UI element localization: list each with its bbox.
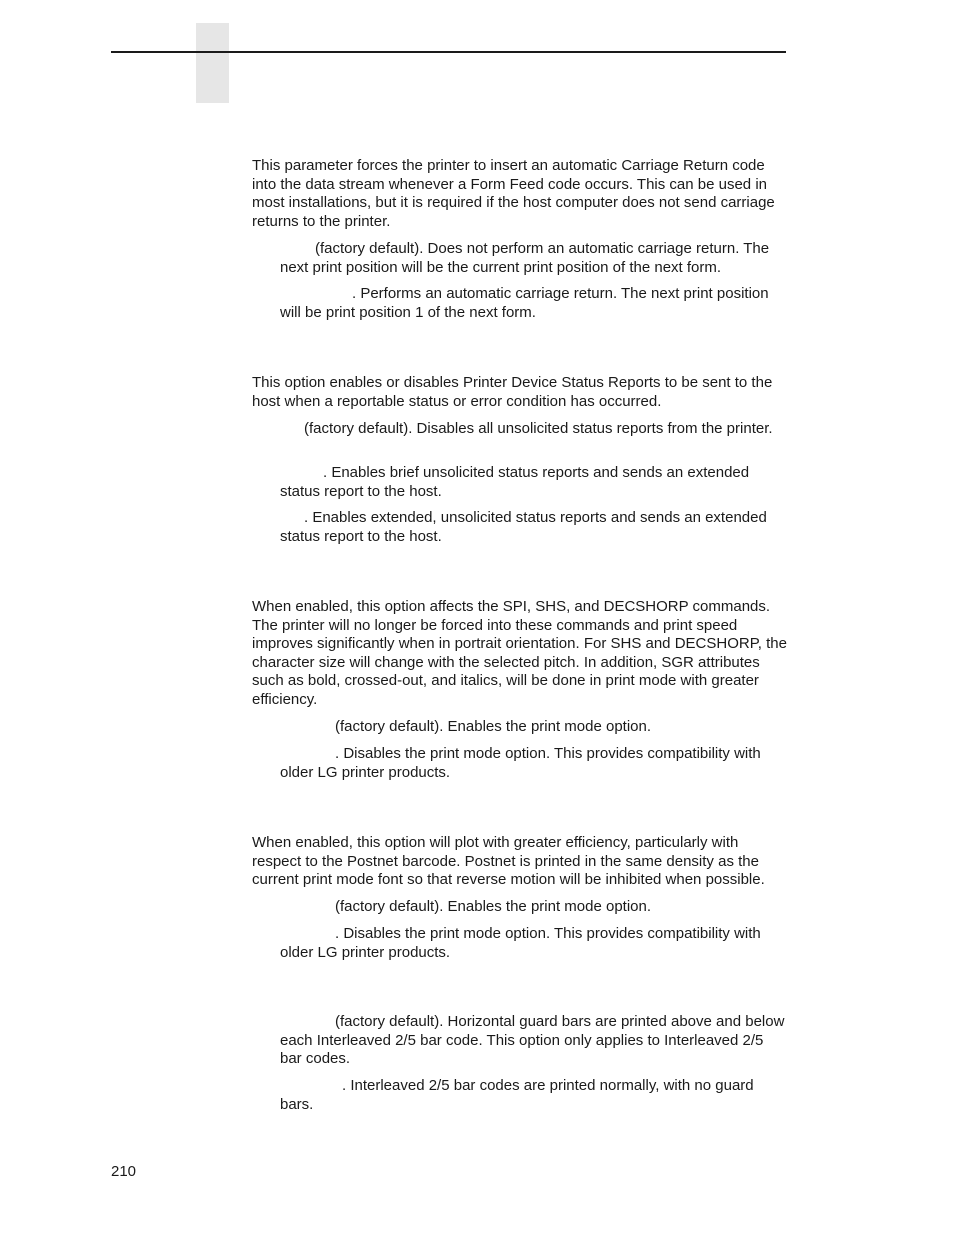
guard-bars-option-disable: . Interleaved 2/5 bar codes are printed normally, with no guard bars. <box>280 1077 754 1113</box>
status-reports-description: This option enables or disables Printer Device Status Reports to be sent to the host when a reportable status or error condition has occurred. <box>252 374 773 410</box>
print-mode-option-enable: (factory default). Enables the print mode option. <box>335 718 652 735</box>
print-mode-description: When enabled, this option affects the SPI, SHS, and DECSHORP commands. The printer will no longer be forced into these commands and print speed improves significantly when in portrait orientation. For SHS and DECSHORP, the character size will change with the selected pitch. In addition, SGR attributes such as bold, crossed-out, and italics, will be done in print mode with greater efficiency. <box>252 598 787 708</box>
page-number: 210 <box>111 1163 137 1180</box>
guard-bars-option-enable: (factory default). Horizontal guard bars are printed above and below each Interleaved 2/5 bar code. This option only applies to Interleaved 2/5 bar codes. <box>280 1013 785 1068</box>
status-reports-option-disable: (factory default). Disables all unsolicited status reports from the printer. <box>304 420 773 437</box>
plot-efficiency-option-disable: . Disables the print mode option. This provides compatibility with older LG printer products. <box>280 925 761 961</box>
header-rule <box>111 51 786 53</box>
chapter-tab <box>196 23 229 103</box>
cr-at-ff-option-disable: (factory default). Does not perform an automatic carriage return. The next print position will be the current print position of the next form. <box>280 240 770 276</box>
status-reports-option-brief: . Enables brief unsolicited status reports and sends an extended status report to the host. <box>280 464 750 500</box>
cr-at-ff-option-enable: . Performs an automatic carriage return. The next print position will be print position 1 of the next form. <box>280 285 769 321</box>
status-reports-option-extended: . Enables extended, unsolicited status reports and sends an extended status report to the host. <box>280 509 767 545</box>
plot-efficiency-option-enable: (factory default). Enables the print mode option. <box>335 898 652 915</box>
plot-efficiency-description: When enabled, this option will plot with greater efficiency, particularly with respect to the Postnet barcode. Postnet is printed in the same density as the current print mode font so that reverse motion will be inhibited when possible. <box>252 834 765 889</box>
print-mode-option-disable: . Disables the print mode option. This provides compatibility with older LG printer products. <box>280 745 761 781</box>
cr-at-ff-description: This parameter forces the printer to insert an automatic Carriage Return code into the data stream whenever a Form Feed code occurs. This can be used in most installations, but it is required if the host computer does not send carriage returns to the printer. <box>252 157 775 230</box>
